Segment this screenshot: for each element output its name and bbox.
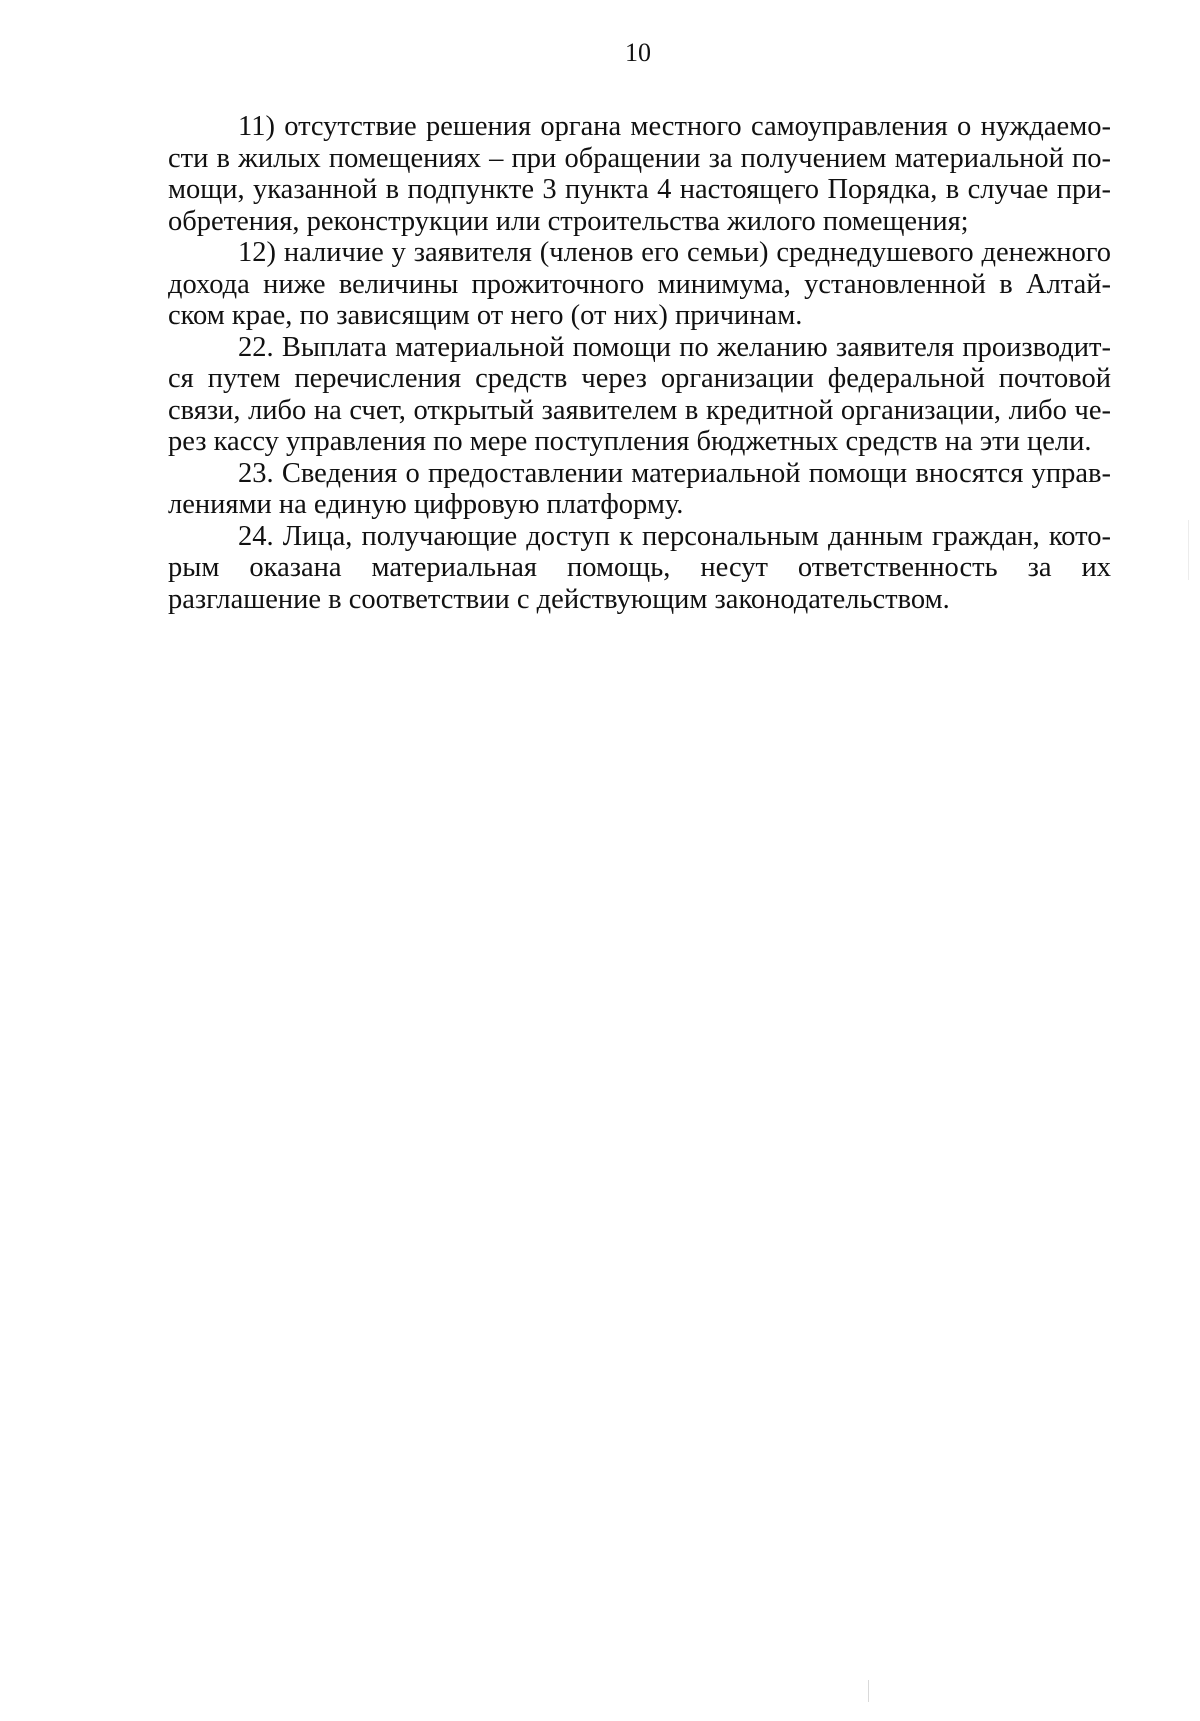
document-body: [168, 111, 1111, 615]
page-number: 10: [625, 38, 651, 67]
scan-edge-mark: [1188, 520, 1189, 580]
paragraph-section-23: 23. Сведения о предоставлении материальной помощи вносятся управлениями на единую цифровую платформу.: [168, 457, 1111, 520]
paragraph-item-11: 11) отсутствие решения органа местного самоуправления о нуждаемости в жилых помещениях – при обращении за получением материальной помощи, указанной в подпункте 3 пункта 4 настоящего Порядка, в случае приобретения, реконструкции или строительства жилого помещения;: [168, 111, 1111, 237]
paragraph-item-12: 12) наличие у заявителя (членов его семьи) среднедушевого денежного дохода ниже величины прожиточного минимума, установленной в Алтайском крае, по зависящим от него (от них) причинам.: [168, 237, 1111, 331]
paragraph-section-22: 22. Выплата материальной помощи по желанию заявителя производится путем перечисления средств через организации федеральной почтовой связи, либо на счет, открытый заявителем в кредитной организации, либо через кассу управления по мере поступления бюджетных средств на эти цели.: [168, 331, 1111, 457]
scan-artifact-mark: [868, 1680, 869, 1702]
paragraph-section-24: 24. Лица, получающие доступ к персональным данным граждан, которым оказана материальная помощь, несут ответственность за их разглашение в соответствии с действующим законодательством.: [168, 520, 1111, 615]
